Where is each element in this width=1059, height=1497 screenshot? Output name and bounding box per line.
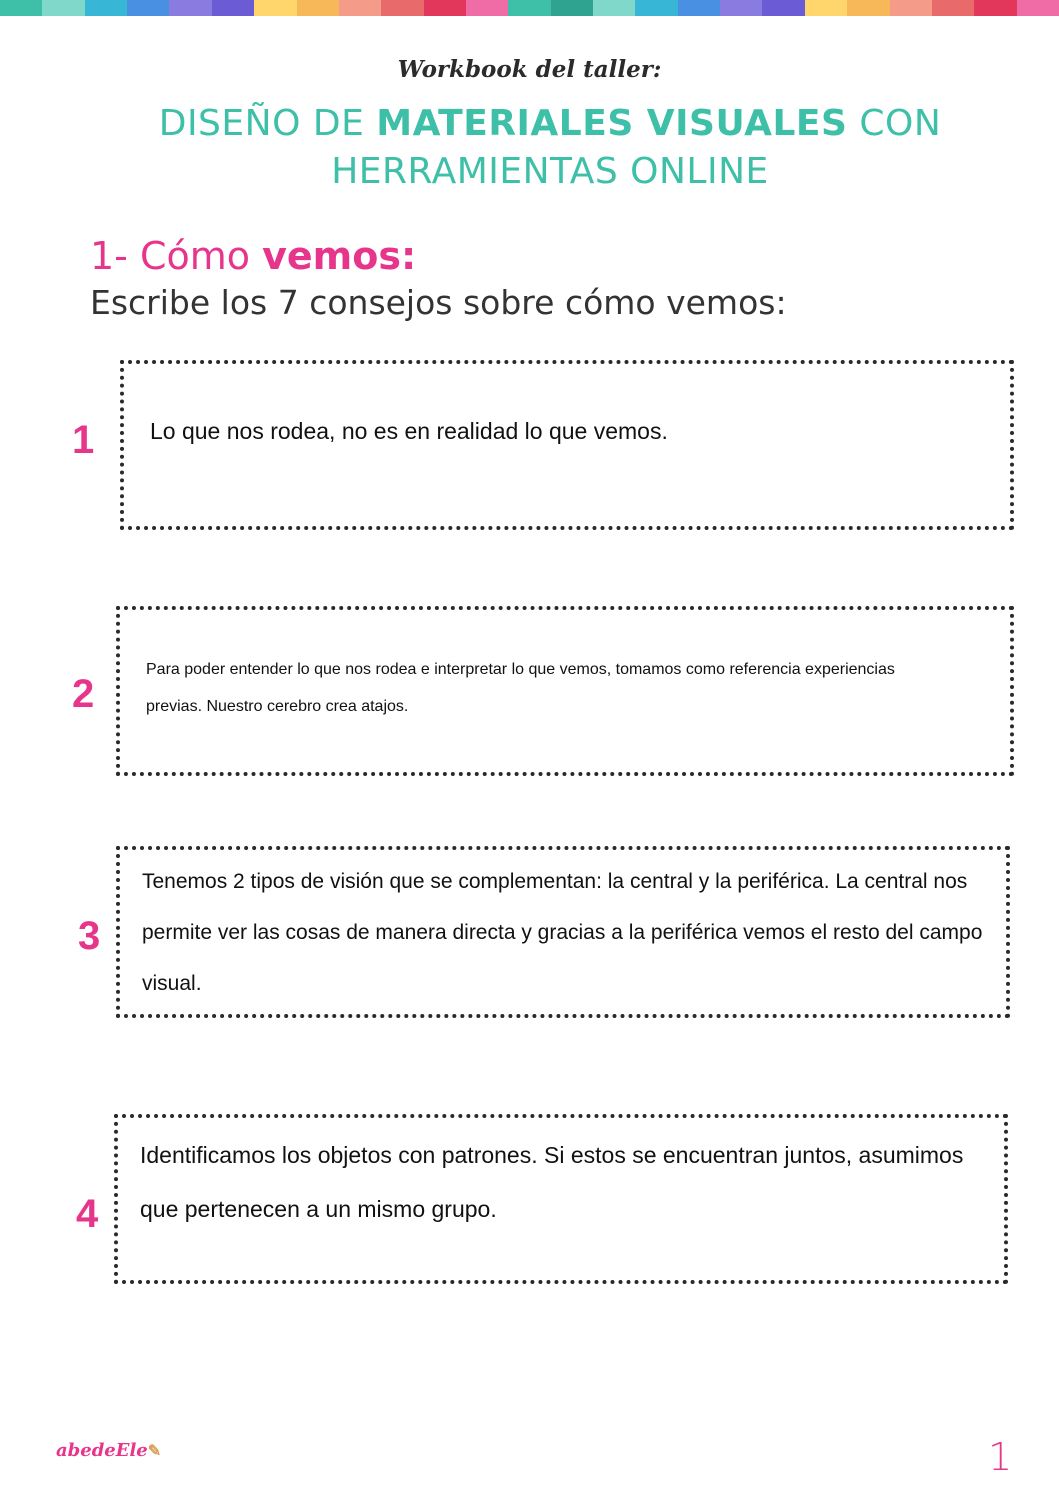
color-strip-segment xyxy=(339,0,381,16)
section-heading-prefix: 1- Cómo xyxy=(90,234,263,278)
color-strip-segment xyxy=(85,0,127,16)
tip-text-2: Para poder entender lo que nos rodea e interpretar lo que vemos, tomamos como referencia experiencias previas. Nuestro cerebro crea atajos. xyxy=(146,661,895,715)
tip-box-4[interactable] xyxy=(114,1114,1008,1284)
section-heading xyxy=(90,234,416,278)
document-title xyxy=(100,100,1000,196)
tip-number-3: 3 xyxy=(78,914,101,958)
tip-text-3: Tenemos 2 tipos de visión que se complementan: la central y la periférica. La central nos permite ver las cosas de manera directa y gracias a la periférica vemos el resto del campo visual. xyxy=(142,869,983,995)
color-strip-segment xyxy=(508,0,550,16)
color-strip-segment xyxy=(212,0,254,16)
tip-text-1: Lo que nos rodea, no es en realidad lo que vemos. xyxy=(150,418,668,444)
title-part-1: DISEÑO DE xyxy=(158,103,377,144)
title-line-1 xyxy=(100,100,1000,148)
title-part-2: CON xyxy=(847,103,942,144)
tip-number-2: 2 xyxy=(72,672,95,716)
color-strip-segment xyxy=(720,0,762,16)
pencil-icon: ✎ xyxy=(147,1441,162,1460)
color-strip-segment xyxy=(762,0,804,16)
tip-box-1[interactable] xyxy=(120,360,1014,530)
color-strip-segment xyxy=(127,0,169,16)
color-strip-segment xyxy=(42,0,84,16)
tip-box-2[interactable] xyxy=(116,606,1014,776)
color-strip-segment xyxy=(847,0,889,16)
color-strip-segment xyxy=(466,0,508,16)
color-strip-segment xyxy=(169,0,211,16)
tip-box-3[interactable] xyxy=(116,846,1010,1018)
instruction-text: Escribe los 7 consejos sobre cómo vemos: xyxy=(90,283,787,322)
tip-number-1: 1 xyxy=(72,418,95,462)
section-heading-bold: vemos: xyxy=(262,234,417,278)
color-strip-segment xyxy=(593,0,635,16)
color-strip-segment xyxy=(635,0,677,16)
color-strip-segment xyxy=(932,0,974,16)
tip-text-4: Identificamos los objetos con patrones. Si estos se encuentran juntos, asumimos que pertenecen a un mismo grupo. xyxy=(140,1142,964,1222)
color-strip-segment xyxy=(890,0,932,16)
color-strip-segment xyxy=(424,0,466,16)
color-strip-segment xyxy=(551,0,593,16)
workbook-label: Workbook del taller: xyxy=(397,56,662,83)
decorative-color-strip xyxy=(0,0,1059,16)
title-line-2: HERRAMIENTAS ONLINE xyxy=(331,151,769,192)
color-strip-segment xyxy=(381,0,423,16)
logo-text: abedeEle xyxy=(56,1440,148,1461)
color-strip-segment xyxy=(297,0,339,16)
title-bold: MATERIALES VISUALES xyxy=(376,103,848,144)
page-number: 1 xyxy=(988,1435,1013,1479)
color-strip-segment xyxy=(254,0,296,16)
color-strip-segment xyxy=(678,0,720,16)
tip-number-4: 4 xyxy=(76,1192,99,1236)
color-strip-segment xyxy=(0,0,42,16)
abedeele-logo xyxy=(56,1440,161,1461)
color-strip-segment xyxy=(1017,0,1059,16)
color-strip-segment xyxy=(974,0,1016,16)
color-strip-segment xyxy=(805,0,847,16)
